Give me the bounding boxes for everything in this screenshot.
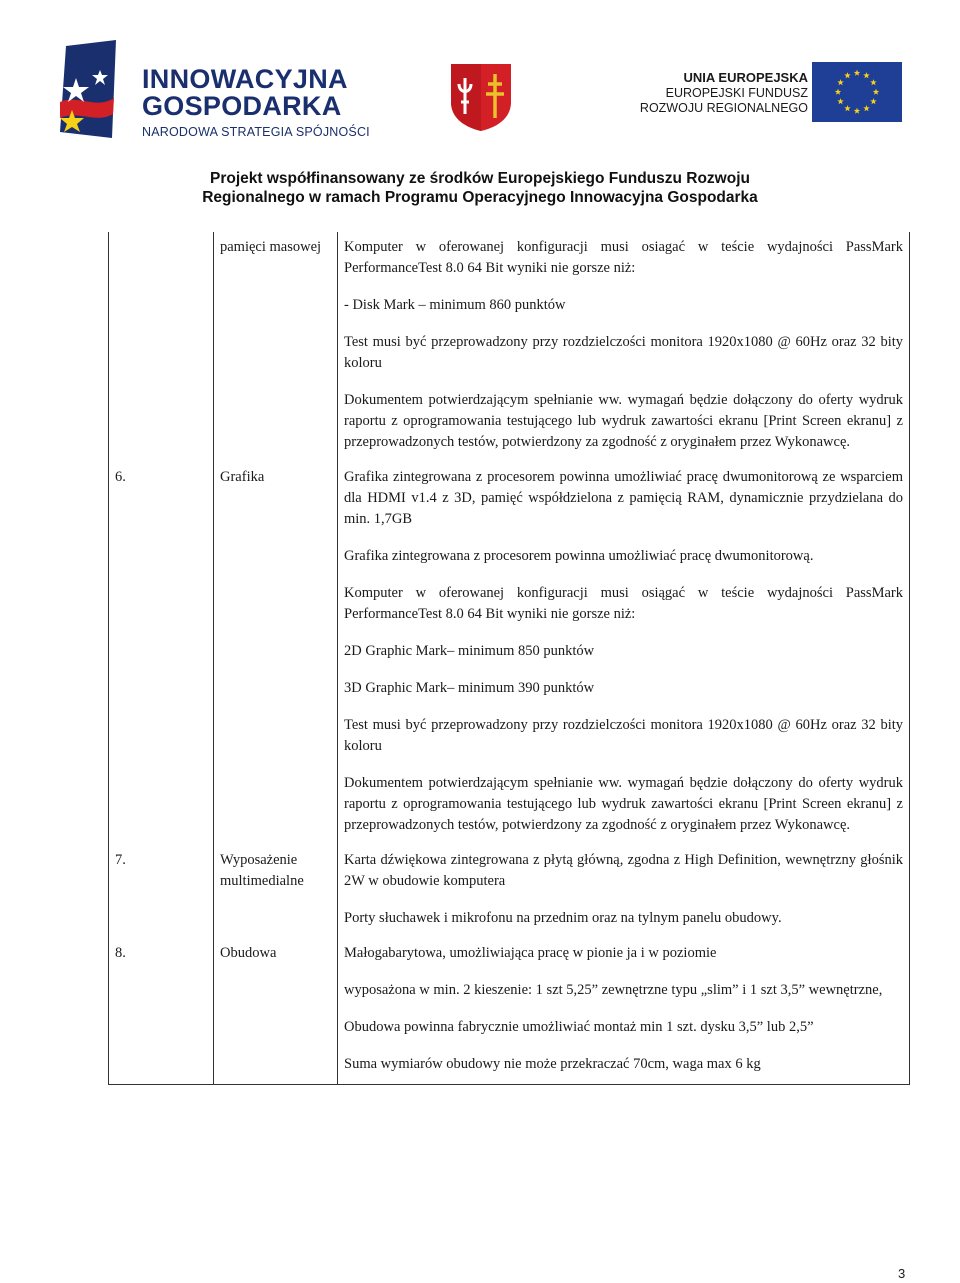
table-row (109, 462, 910, 845)
eu-line2: EUROPEJSKI FUNDUSZ (665, 86, 808, 100)
specification-table (108, 232, 910, 1085)
requirement-paragraph: Test musi być przeprowadzony przy rozdzielczości monitora 1920x1080 @ 60Hz oraz 32 bity koloru (344, 334, 903, 371)
requirement-paragraph: Test musi być przeprowadzony przy rozdzielczości monitora 1920x1080 @ 60Hz oraz 32 bity koloru (344, 717, 903, 754)
ig-line3: NARODOWA STRATEGIA SPÓJNOŚCI (142, 125, 370, 139)
requirement-paragraph: 2D Graphic Mark– minimum 850 punktów (344, 643, 595, 659)
eu-flag-icon (812, 62, 902, 122)
row-component: Wyposażenie multimedialne (214, 845, 338, 938)
requirement-paragraph: Grafika zintegrowana z procesorem powinna umożliwiać pracę dwumonitorową. (344, 548, 814, 564)
requirement-paragraph: Komputer w oferowanej konfiguracji musi osiągać w teście wydajności PassMark PerformanceTest 8.0 64 Bit wyniki nie gorsze niż: (344, 585, 903, 622)
row-component: Obudowa (214, 938, 338, 1085)
requirement-paragraph: Dokumentem potwierdzającym spełnianie ww. wymagań będzie dołączony do oferty wydruk raportu z oprogramowania testującego lub wydruk zawartości ekranu [Print Screen ekranu] z przeprowadzonych testów, potwierdzony za zgodność z oryginałem przez Wykonawcę. (344, 775, 903, 833)
eu-line3: ROZWOJU REGIONALNEGO (639, 101, 808, 115)
row-requirements (338, 232, 910, 462)
requirement-paragraph: Karta dźwiękowa zintegrowana z płytą główną, zgodna z High Definition, wewnętrzny głośnik 2W w obudowie komputera (344, 852, 903, 889)
requirement-paragraph: - Disk Mark – minimum 860 punktów (344, 297, 566, 313)
page-number: 3 (898, 1266, 906, 1281)
requirement-paragraph: wyposażona w min. 2 kieszenie: 1 szt 5,25” zewnętrzne typu „slim” i 1 szt 3,5” wewnętrzne, (344, 982, 883, 998)
ig-star-emblem-icon (56, 40, 120, 140)
row-requirements (338, 845, 910, 938)
row-component: Grafika (214, 462, 338, 845)
row-number: 8. (109, 938, 214, 1085)
requirement-paragraph: Obudowa powinna fabrycznie umożliwiać montaż min 1 szt. dysku 3,5” lub 2,5” (344, 1019, 814, 1035)
eu-fund-logo-text (600, 70, 808, 116)
requirement-paragraph: Małogabarytowa, umożliwiająca pracę w pionie ja i w poziomie (344, 945, 717, 961)
row-number (109, 232, 214, 462)
ig-line2: GOSPODARKA (142, 91, 342, 121)
requirement-paragraph: Porty słuchawek i mikrofonu na przednim oraz na tylnym panelu obudowy. (344, 910, 782, 926)
row-number: 6. (109, 462, 214, 845)
row-number: 7. (109, 845, 214, 938)
requirement-paragraph: Grafika zintegrowana z procesorem powinna umożliwiać pracę dwumonitorową ze wsparciem dla HDMI v1.4 z 3D, pamięć współdzielona z pamięcią RAM, dynamicznie przydzielana do min. 1,7GB (344, 469, 903, 527)
row-requirements (338, 938, 910, 1085)
requirement-paragraph: Dokumentem potwierdzającym spełnianie ww. wymagań będzie dołączony do oferty wydruk raportu z oprogramowania testującego lub wydruk zawartości ekranu [Print Screen ekranu] z przeprowadzonych testów, potwierdzony za zgodność z oryginałem przez Wykonawcę. (344, 392, 903, 450)
page-header (0, 0, 960, 215)
table-row (109, 938, 910, 1085)
requirement-paragraph: Suma wymiarów obudowy nie może przekraczać 70cm, waga max 6 kg (344, 1056, 761, 1072)
row-component: pamięci masowej (214, 232, 338, 462)
project-cofinancing-line1: Projekt współfinansowany ze środków Europejskiego Funduszu Rozwoju (210, 170, 750, 187)
innowacyjna-gospodarka-logo (56, 40, 376, 140)
row-requirements (338, 462, 910, 845)
eu-line1: UNIA EUROPEJSKA (683, 70, 808, 85)
table-row (109, 845, 910, 938)
project-cofinancing-line2: Regionalnego w ramach Programu Operacyjnego Innowacyjna Gospodarka (202, 189, 758, 206)
requirement-paragraph: 3D Graphic Mark– minimum 390 punktów (344, 680, 595, 696)
requirement-paragraph: Komputer w oferowanej konfiguracji musi osiagać w teście wydajności PassMark PerformanceTest 8.0 64 Bit wyniki nie gorsze niż: (344, 239, 903, 276)
ig-wordmark (142, 66, 370, 139)
coat-of-arms-icon (448, 62, 514, 132)
table-row (109, 232, 910, 462)
ig-line1: INNOWACYJNA (142, 64, 348, 94)
